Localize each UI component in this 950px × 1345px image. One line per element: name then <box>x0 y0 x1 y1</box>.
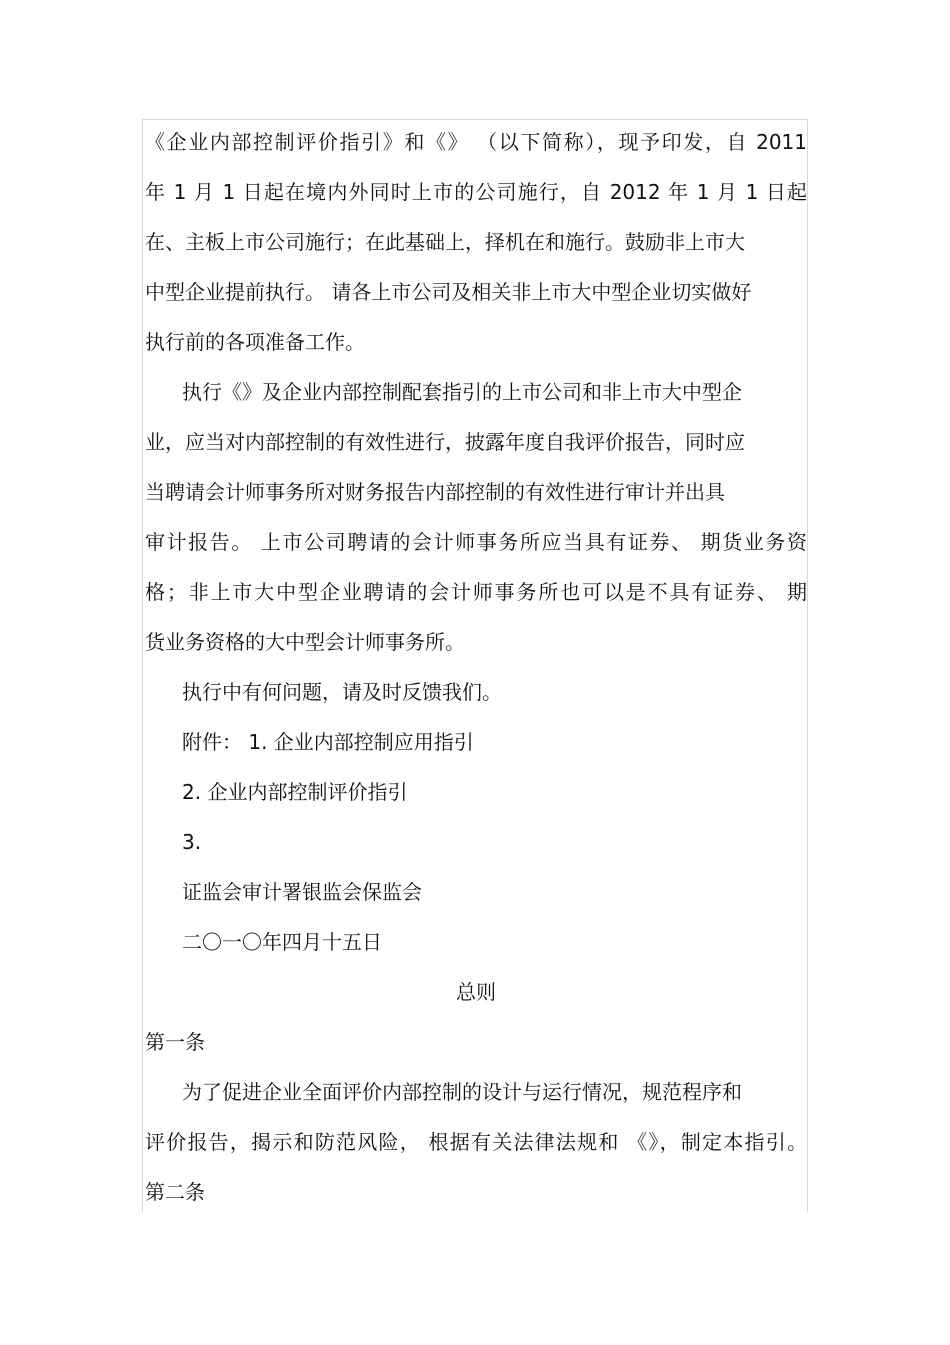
section-title: 总则 <box>456 980 496 1004</box>
attachment-line-3: 3. <box>182 830 202 854</box>
article-2-heading: 第二条 <box>145 1180 205 1204</box>
feedback-line: 执行中有何问题，请及时反馈我们。 <box>182 680 502 704</box>
paragraph-2-line-5: 格；非上市大中型企业聘请的会计师事务所也可以是不具有证券、 期 <box>145 580 807 604</box>
article-1-heading: 第一条 <box>145 1030 205 1054</box>
paragraph-1-line-2: 年 1 月 1 日起在境内外同时上市的公司施行，自 2012 年 1 月 1 日起 <box>145 180 807 204</box>
paragraph-2-line-1: 执行《》及企业内部控制配套指引的上市公司和非上市大中型企 <box>182 380 742 404</box>
paragraph-1-line-4: 中型企业提前执行。 请各上市公司及相关非上市大中型企业切实做好 <box>145 280 752 304</box>
paragraph-2-line-4: 审计报告。 上市公司聘请的会计师事务所应当具有证券、 期货业务资 <box>145 530 807 554</box>
paragraph-2-line-3: 当聘请会计师事务所对财务报告内部控制的有效性进行审计并出具 <box>145 480 725 504</box>
paragraph-1-line-3: 在、主板上市公司施行；在此基础上，择机在和施行。鼓励非上市大 <box>145 230 745 254</box>
attachment-line-1: 附件： 1. 企业内部控制应用指引 <box>182 730 474 754</box>
paragraph-1-line-5: 执行前的各项准备工作。 <box>145 330 365 354</box>
paragraph-2-line-6: 货业务资格的大中型会计师事务所。 <box>145 630 465 654</box>
article-1-line-1: 为了促进企业全面评价内部控制的设计与运行情况，规范程序和 <box>182 1080 742 1104</box>
attachment-line-2: 2. 企业内部控制评价指引 <box>182 780 408 804</box>
paragraph-1-line-1: 《企业内部控制评价指引》和《》 （以下简称），现予印发，自 2011 <box>145 130 807 154</box>
issuers-line: 证监会审计署银监会保监会 <box>182 880 422 904</box>
article-1-line-2: 评价报告，揭示和防范风险， 根据有关法律法规和 《》，制定本指引。 <box>145 1130 807 1154</box>
paragraph-2-line-2: 业，应当对内部控制的有效性进行，披露年度自我评价报告，同时应 <box>145 430 745 454</box>
date-line: 二〇一〇年四月十五日 <box>182 930 382 954</box>
